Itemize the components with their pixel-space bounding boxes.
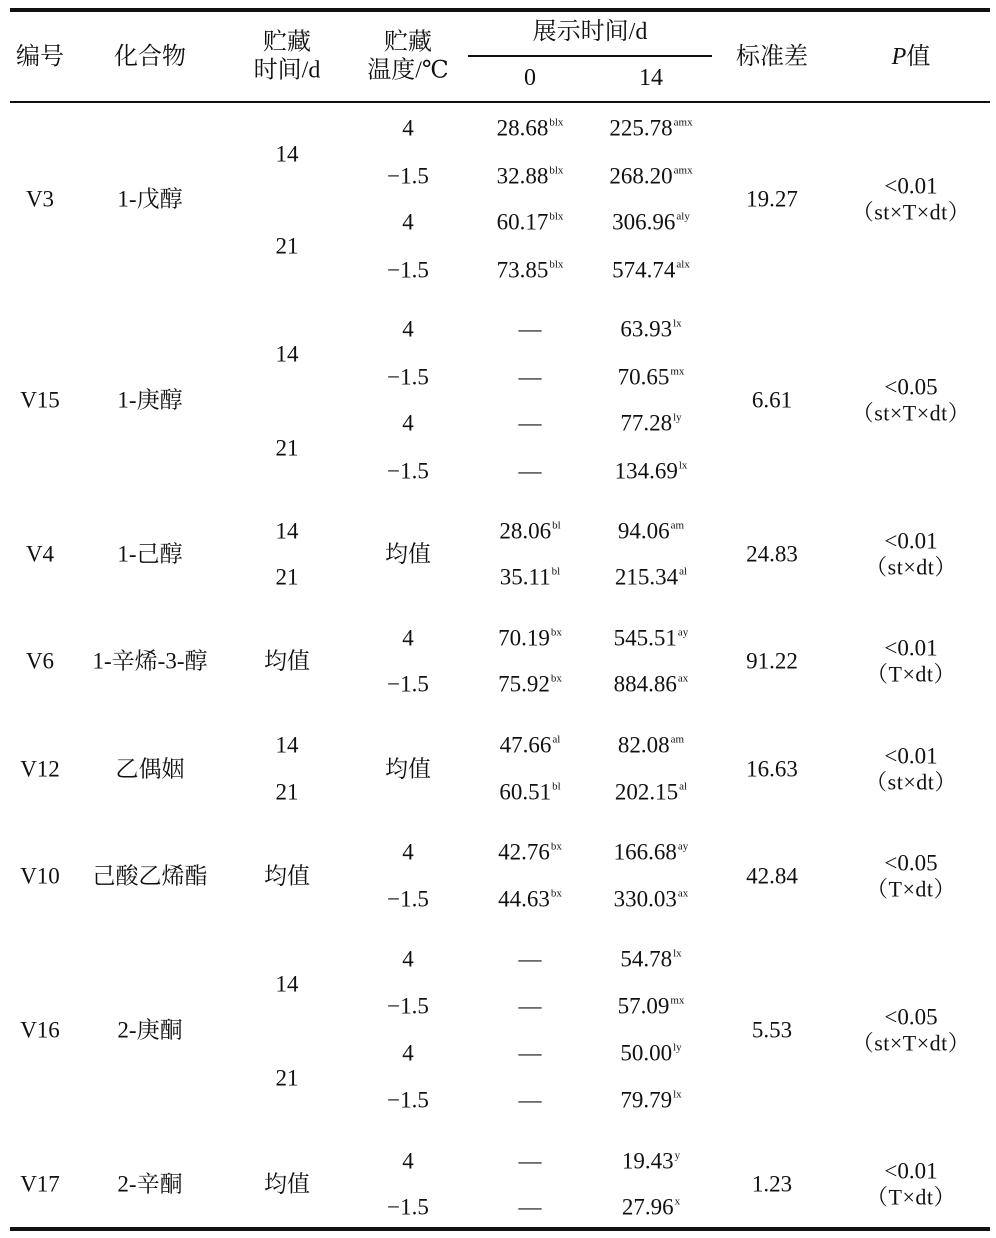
display-day14-significance: al [679,565,688,578]
header-p-value [892,44,931,72]
p-interaction-terms: （T×dt） [866,1184,956,1210]
display-day0 [498,841,562,864]
p-threshold: <0.01 [884,1158,938,1184]
display-day14-significance: ax [677,887,689,900]
storage-time-mean: 均值 [264,648,310,674]
display-day0-significance: blx [549,210,564,223]
p-threshold: <0.05 [884,850,938,875]
display-day14-value: 57.09 [617,993,670,1019]
display-day14-value: 215.34 [614,564,679,590]
compound-name: 己酸乙烯酯 [92,863,208,888]
display-day14 [618,995,685,1018]
display-day14-significance: y [674,1149,681,1162]
storage-time: 14 [275,971,299,997]
p-threshold: <0.05 [884,1004,938,1029]
header-rule [10,101,990,103]
storage-temp: 4 [402,1148,414,1174]
header-storage-temp-line2: 温度/℃ [367,57,449,83]
display-day0 [498,627,562,650]
display-day0-significance: blx [549,116,564,129]
header-storage-temp-line1: 贮藏 [383,29,432,56]
display-day0 [519,1042,542,1065]
storage-temp: −1.5 [387,1087,429,1113]
storage-time: 14 [275,518,299,544]
display-day14-significance: mx [670,365,685,378]
p-threshold: <0.01 [884,173,938,199]
display-day14 [620,1042,681,1065]
display-day0-value: 28.06 [499,518,552,544]
display-day0 [519,318,542,341]
storage-time-mean: 均值 [264,1171,310,1197]
header-storage-time [254,29,321,84]
p-value [852,376,971,425]
p-threshold: <0.01 [884,635,938,661]
compound-name: 1-戊醇 [117,186,183,212]
display-day14 [615,460,688,483]
display-day14 [615,781,687,804]
display-day14 [618,734,684,757]
storage-temp: −1.5 [387,257,429,283]
display-day14 [609,117,692,140]
display-day0 [498,673,562,696]
std-value: 6.61 [751,387,793,413]
display-day0 [519,948,542,971]
std-value: 91.22 [746,648,798,674]
display-day0-significance: blx [549,258,564,271]
display-day14 [622,1196,680,1219]
display-day14-significance: amx [673,116,693,129]
bottom-rule [10,1227,990,1231]
display-day0-significance: bx [550,887,562,900]
display-day0-significance: bx [550,840,562,853]
p-value [865,744,957,793]
display-day0-value: — [518,316,542,342]
display-day0-value: 35.11 [499,564,551,590]
display-day14-significance: am [670,733,685,746]
storage-temp: −1.5 [387,163,429,189]
storage-temp: 4 [402,839,414,865]
compound-id: V16 [20,1017,60,1042]
display-day14-significance: ly [673,411,682,424]
display-day0 [500,734,561,757]
storage-temp-mean: 均值 [385,756,431,781]
display-day0-significance: bx [550,672,562,685]
header-id: 编号 [16,44,64,71]
display-day0-value: — [518,993,542,1019]
p-value [866,1160,956,1209]
display-day0 [519,1196,542,1219]
display-day14-value: 574.74 [612,257,676,283]
display-day0-significance: bl [551,565,561,578]
display-day14-value: 225.78 [609,115,673,141]
storage-time: 14 [275,341,299,367]
p-interaction-terms: （st×dt） [865,769,957,794]
display-day14-value: 54.78 [620,946,673,972]
display-day0 [499,781,560,804]
display-day14-value: 202.15 [614,779,679,805]
storage-time: 21 [275,435,299,461]
header-storage-temp [367,29,449,84]
display-day14-significance: ax [677,672,689,685]
display-day14-value: 268.20 [609,163,673,189]
display-day0-value: — [518,410,542,436]
display-day14-value: 79.79 [620,1087,673,1113]
display-day0-value: 73.85 [496,257,549,283]
display-day14 [620,318,681,341]
display-day14-value: 884.86 [613,671,677,697]
storage-temp: 4 [402,410,414,436]
compound-name: 1-庚醇 [117,387,183,413]
std-value: 5.53 [751,1017,793,1042]
compound-id: V17 [20,1171,60,1197]
compound-id: V15 [20,387,60,413]
p-interaction-terms: （st×dt） [865,554,957,580]
compound-id: V4 [25,541,55,567]
compound-id: V6 [25,648,55,674]
std-value: 24.83 [746,541,798,567]
compound-id: V10 [20,863,60,888]
std-value: 1.23 [751,1171,793,1197]
compound-id: V12 [20,756,60,781]
display-day14 [618,366,685,389]
display-day14-value: 19.43 [621,1148,674,1174]
display-day14-value: 306.96 [612,209,676,235]
compound-name: 2-庚酮 [117,1017,183,1042]
p-value [852,1005,971,1054]
std-value: 19.27 [746,186,798,212]
header-display-14: 14 [639,65,663,92]
display-day0-value: — [518,1148,542,1174]
display-day0 [519,412,542,435]
display-day14 [620,412,681,435]
display-day14-significance: mx [670,994,685,1007]
compound-name: 2-辛酮 [117,1171,183,1197]
header-display-0: 0 [524,65,536,92]
display-day0 [519,1150,542,1173]
header-p-suffix: 值 [906,44,931,71]
p-threshold: <0.01 [884,528,938,554]
storage-time: 14 [275,141,299,167]
display-day14 [614,841,689,864]
display-day14-significance: lx [673,317,682,330]
display-day0-value: 60.51 [499,779,552,805]
header-compound: 化合物 [114,44,186,71]
display-day14-value: 134.69 [614,458,678,484]
display-day0 [497,211,564,234]
p-value [865,530,957,579]
display-day0-significance: bl [552,519,561,532]
display-day14-significance: alx [676,258,690,271]
storage-temp: −1.5 [387,364,429,390]
storage-time: 21 [275,233,299,259]
display-time-rule [468,55,712,57]
display-day0-value: — [518,946,542,972]
display-day0-value: — [518,1194,542,1220]
std-value: 16.63 [746,756,798,781]
storage-time: 21 [275,779,299,805]
display-day14-significance: ay [677,840,689,853]
display-day14 [615,566,687,589]
display-day0-value: 60.17 [496,209,549,235]
p-value [852,175,971,224]
display-day14 [620,1089,681,1112]
display-day0-significance: bl [552,780,561,793]
header-p-letter: P [891,44,907,71]
std-value: 42.84 [746,863,798,888]
display-day0 [497,165,564,188]
storage-temp: −1.5 [387,671,429,697]
compound-id: V3 [25,186,55,212]
display-day14-value: 70.65 [617,364,670,390]
storage-temp: −1.5 [387,458,429,484]
display-day0-value: — [518,1087,542,1113]
display-day14 [614,627,689,650]
storage-temp: 4 [402,316,414,342]
display-day14 [620,948,681,971]
display-day14-significance: aly [676,210,690,223]
storage-temp: −1.5 [387,886,429,912]
display-day14-value: 27.96 [621,1194,674,1220]
storage-temp: 4 [402,946,414,972]
display-day0 [519,995,542,1018]
display-day14-value: 545.51 [613,625,677,651]
p-value [866,851,956,900]
compound-name: 1-己醇 [117,541,183,567]
display-day0 [498,888,562,911]
storage-temp: 4 [402,115,414,141]
display-day14-significance: al [679,780,688,793]
compound-name: 1-辛烯-3-醇 [92,648,208,674]
display-day0-significance: al [552,733,561,746]
display-day0-value: 70.19 [498,625,550,651]
display-day14-significance: lx [678,459,688,472]
display-day0-value: — [518,1040,542,1066]
p-interaction-terms: （st×T×dt） [851,199,971,225]
display-day0-value: 44.63 [498,886,550,912]
display-day0 [519,460,542,483]
display-day14 [612,211,690,234]
p-threshold: <0.05 [884,374,938,400]
p-threshold: <0.01 [884,743,938,768]
display-day0 [499,520,560,543]
header-std: 标准差 [736,44,808,71]
display-day14 [622,1150,680,1173]
storage-temp: −1.5 [387,1194,429,1220]
display-day14-value: 94.06 [617,518,670,544]
display-day0 [497,259,564,282]
display-day14-value: 50.00 [620,1040,673,1066]
display-day0-value: — [518,458,542,484]
display-day14 [614,673,689,696]
header-storage-time-line2: 时间/d [253,57,321,83]
p-value [866,637,956,686]
display-day0-value: 32.88 [496,163,549,189]
display-day14-value: 82.08 [617,732,670,758]
storage-temp: 4 [402,209,414,235]
display-day0-significance: bx [550,626,562,639]
header-display-time: 展示时间/d [532,19,648,46]
display-day14-significance: ay [677,626,689,639]
storage-temp-mean: 均值 [385,541,431,567]
display-day14-significance: amx [673,164,693,177]
display-day14-significance: am [670,519,685,532]
p-interaction-terms: （st×T×dt） [851,400,971,426]
storage-time-mean: 均值 [264,863,310,888]
storage-time: 21 [275,564,299,590]
display-day0 [500,566,560,589]
display-day0 [519,366,542,389]
display-day14 [612,259,690,282]
display-day0-value: 75.92 [498,671,550,697]
display-day14 [618,520,684,543]
storage-temp: 4 [402,1040,414,1066]
display-day0-value: 42.76 [498,839,550,865]
display-day14-value: 166.68 [613,839,677,865]
display-day14-significance: lx [673,947,682,960]
p-interaction-terms: （st×T×dt） [851,1030,971,1055]
display-day14 [609,165,692,188]
display-day0-value: 28.68 [496,115,549,141]
display-day14-value: 77.28 [620,410,673,436]
display-day14-significance: x [674,1195,681,1208]
display-day14-significance: lx [673,1088,682,1101]
compound-name: 乙偶姻 [115,756,185,781]
p-interaction-terms: （T×dt） [866,876,956,901]
p-interaction-terms: （T×dt） [866,661,956,687]
header-storage-time-line1: 贮藏 [262,29,311,56]
display-day0-value: — [518,364,542,390]
display-day14-value: 330.03 [613,886,677,912]
display-day0-value: 47.66 [499,732,552,758]
storage-time: 21 [275,1065,299,1091]
display-day0 [519,1089,542,1112]
storage-temp: 4 [402,625,414,651]
storage-temp: −1.5 [387,993,429,1019]
display-day0 [497,117,564,140]
display-day0-significance: blx [549,164,564,177]
storage-time: 14 [275,732,299,758]
top-rule [10,8,990,12]
display-day14-significance: ly [673,1041,682,1054]
display-day14 [614,888,689,911]
display-day14-value: 63.93 [620,316,673,342]
